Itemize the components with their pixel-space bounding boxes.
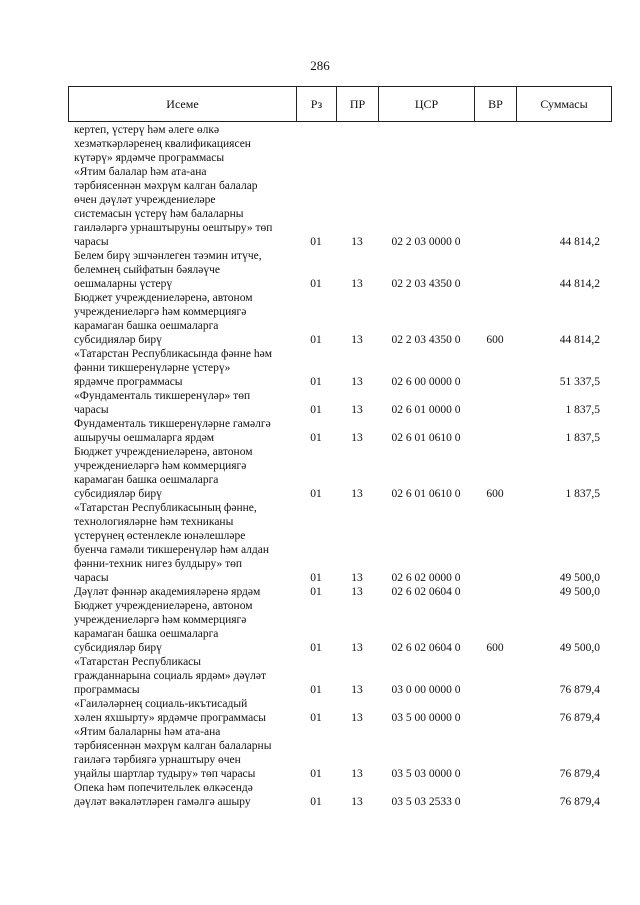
row-rz: 01 xyxy=(310,278,322,290)
row-name-line: Белем бирү эшчәнлеген тәэмин итүче, xyxy=(74,250,262,262)
row-rz: 01 xyxy=(310,642,322,654)
row-name-line: системасын үстерү һәм балаларны xyxy=(74,208,244,220)
row-name-line: учреждениеләргә һәм коммерциягә xyxy=(74,614,247,626)
page-number: 286 xyxy=(310,58,330,73)
row-rz: 01 xyxy=(310,376,322,388)
row-name-line: буенча гамәли тикшеренүләр һәм алдан xyxy=(74,544,270,556)
row-csr: 02 6 02 0604 0 xyxy=(391,642,461,654)
row-name xyxy=(68,599,296,655)
row-name-line: технологияләрне һәм техниканы xyxy=(74,516,234,528)
row-name-line: уңайлы шартлар тудыру» төп чарасы xyxy=(74,768,256,780)
row-name-line: Бюджет учреждениеләренә, автоном xyxy=(74,600,253,612)
row-name-line: дәүләт вәкаләтләрен гамәлгә ашыру xyxy=(74,796,251,808)
row-pr: 13 xyxy=(351,642,363,654)
row-sum: 51 337,5 xyxy=(559,376,600,388)
row-csr: 02 6 01 0610 0 xyxy=(391,432,461,444)
row-sum: 44 814,2 xyxy=(559,236,600,248)
table-row xyxy=(68,599,612,655)
table-row xyxy=(68,123,612,165)
row-name xyxy=(68,501,296,585)
row-vr: 600 xyxy=(486,642,504,654)
row-sum: 49 500,0 xyxy=(559,642,600,654)
row-sum: 44 814,2 xyxy=(559,334,600,346)
row-rz: 01 xyxy=(310,712,322,724)
row-name-line: «Фундаменталь тикшеренүләр» төп xyxy=(74,390,251,402)
row-name-line: хезмәткәрләренең квалификациясен xyxy=(74,138,251,150)
table-row xyxy=(68,725,612,781)
row-sum: 1 837,5 xyxy=(565,432,600,444)
row-sum: 44 814,2 xyxy=(559,278,600,290)
row-pr: 13 xyxy=(351,278,363,290)
row-name-line: хәлен яхшырту» ярдәмче программасы xyxy=(74,712,267,724)
row-name-line: тәрбиясеннән мәхрүм калган балалар xyxy=(74,180,258,192)
row-rz: 01 xyxy=(310,586,322,598)
row-name-line: «Ятим балаларны һәм ата-ана xyxy=(74,726,221,738)
row-csr: 02 6 01 0610 0 xyxy=(391,488,461,500)
row-name-line: Дәүләт фәннәр академияләренә ярдәм xyxy=(74,586,261,598)
row-name-line: учреждениеләргә һәм коммерциягә xyxy=(74,306,247,318)
row-sum: 49 500,0 xyxy=(559,572,600,584)
row-rz: 01 xyxy=(310,768,322,780)
table-row xyxy=(68,501,612,585)
row-csr: 02 6 02 0604 0 xyxy=(391,586,461,598)
row-name-line: Фундаменталь тикшеренүләрне гамәлгә xyxy=(74,418,271,430)
row-sum: 76 879,4 xyxy=(559,768,600,780)
row-csr: 03 5 00 0000 0 xyxy=(391,712,461,724)
header-name: Исеме xyxy=(69,87,297,121)
row-name-line: карамаган башка оешмаларга xyxy=(74,320,219,332)
row-name-line: Опека һәм попечительлек өлкәсендә xyxy=(74,782,253,794)
row-name-line: гражданнарына социаль ярдәм» дәүләт xyxy=(74,670,267,682)
row-name-line: чарасы xyxy=(74,236,109,248)
row-pr: 13 xyxy=(351,796,363,808)
row-csr: 02 2 03 0000 0 xyxy=(391,236,461,248)
row-name-line: ярдәмче программасы xyxy=(74,376,183,388)
row-rz: 01 xyxy=(310,572,322,584)
row-name xyxy=(68,389,296,417)
row-name-line: тәрбиясеннән мәхрүм калган балаларны xyxy=(74,740,272,752)
row-name-line: субсидияләр бирү xyxy=(74,488,162,500)
row-rz: 01 xyxy=(310,334,322,346)
row-sum: 1 837,5 xyxy=(565,404,600,416)
row-rz: 01 xyxy=(310,432,322,444)
header-csr: ЦСР xyxy=(379,87,475,121)
row-name-line: кертеп, үстерү һәм әлеге өлкә xyxy=(74,124,220,136)
row-name-line: белемнең сыйфатын бәяләүче xyxy=(74,264,220,276)
table-row xyxy=(68,291,612,347)
row-pr: 13 xyxy=(351,404,363,416)
row-pr: 13 xyxy=(351,488,363,500)
row-name xyxy=(68,697,296,725)
table-row xyxy=(68,781,612,809)
row-name-line: субсидияләр бирү xyxy=(74,334,162,346)
table-body xyxy=(68,123,612,809)
row-sum: 76 879,4 xyxy=(559,796,600,808)
header-sum: Суммасы xyxy=(540,96,588,111)
row-name xyxy=(68,781,296,809)
row-name-line: карамаган башка оешмаларга xyxy=(74,628,219,640)
row-pr: 13 xyxy=(351,712,363,724)
row-rz: 01 xyxy=(310,684,322,696)
row-rz: 01 xyxy=(310,796,322,808)
table-header xyxy=(68,86,612,122)
row-name-line: «Татарстан Республикасы xyxy=(74,656,202,668)
row-csr: 02 6 02 0000 0 xyxy=(391,572,461,584)
row-name xyxy=(68,347,296,389)
row-name xyxy=(68,165,296,249)
row-name-line: субсидияләр бирү xyxy=(74,642,162,654)
row-csr: 02 6 00 0000 0 xyxy=(391,376,461,388)
row-csr: 02 6 01 0000 0 xyxy=(391,404,461,416)
row-pr: 13 xyxy=(351,432,363,444)
row-name-line: ашыручы оешмаларга ярдәм xyxy=(74,432,215,444)
row-name-line: Бюджет учреждениеләренә, автоном xyxy=(74,292,253,304)
row-csr: 03 5 03 0000 0 xyxy=(391,768,461,780)
row-name xyxy=(68,445,296,501)
row-rz: 01 xyxy=(310,404,322,416)
table-row xyxy=(68,445,612,501)
row-vr: 600 xyxy=(486,488,504,500)
row-name-line: Бюджет учреждениеләренә, автоном xyxy=(74,446,253,458)
row-name xyxy=(68,585,296,599)
header-rz: Рз xyxy=(297,87,337,121)
header-vr: ВР xyxy=(475,87,517,121)
row-name-line: үстерүнең өстенлекле юнәлешләре xyxy=(74,530,246,542)
row-name-line: программасы xyxy=(74,684,140,696)
row-name-line: «Татарстан Республикасында фәнне һәм xyxy=(74,348,272,360)
row-rz: 01 xyxy=(310,488,322,500)
row-name-line: гаиләгә тәрбиягә урнаштыру өчен xyxy=(74,754,241,766)
row-name-line: карамаган башка оешмаларга xyxy=(74,474,219,486)
row-name-line: өчен дәүләт учреждениеләре xyxy=(74,194,216,206)
row-name-line: күтәрү» ярдәмче программасы xyxy=(74,152,225,164)
table-row xyxy=(68,655,612,697)
row-pr: 13 xyxy=(351,236,363,248)
row-name-line: «Татарстан Республикасының фәнне, xyxy=(74,502,257,514)
row-name-line: фәнни тикшеренүләрне үстерү» xyxy=(74,362,231,374)
table-row xyxy=(68,165,612,249)
row-name xyxy=(68,655,296,697)
row-rz: 01 xyxy=(310,236,322,248)
table-row xyxy=(68,697,612,725)
row-name-line: «Гаиләләрнең социаль-икътисадый xyxy=(74,698,248,710)
row-csr: 03 5 03 2533 0 xyxy=(391,796,461,808)
row-sum: 76 879,4 xyxy=(559,712,600,724)
row-sum: 49 500,0 xyxy=(559,586,600,598)
row-name xyxy=(68,249,296,291)
row-pr: 13 xyxy=(351,376,363,388)
row-name xyxy=(68,123,296,165)
header-pr: ПР xyxy=(337,87,379,121)
row-csr: 02 2 03 4350 0 xyxy=(391,334,461,346)
row-sum: 1 837,5 xyxy=(565,488,600,500)
row-pr: 13 xyxy=(351,684,363,696)
row-name-line: «Ятим балалар һәм ата-ана xyxy=(74,166,207,178)
row-name-line: чарасы xyxy=(74,404,109,416)
row-name-line: чарасы xyxy=(74,572,109,584)
table-row xyxy=(68,347,612,389)
row-pr: 13 xyxy=(351,572,363,584)
table-row xyxy=(68,417,612,445)
row-name-line: гаиләләргә урнаштыруны оештыру» төп xyxy=(74,222,273,234)
row-pr: 13 xyxy=(351,586,363,598)
row-vr: 600 xyxy=(486,334,504,346)
row-pr: 13 xyxy=(351,768,363,780)
row-sum: 76 879,4 xyxy=(559,684,600,696)
row-csr: 03 0 00 0000 0 xyxy=(391,684,461,696)
row-name-line: учреждениеләргә һәм коммерциягә xyxy=(74,460,247,472)
row-name xyxy=(68,291,296,347)
table-row xyxy=(68,249,612,291)
row-name xyxy=(68,417,296,445)
table-row xyxy=(68,389,612,417)
row-name-line: фәнни-техник нигез булдыру» төп xyxy=(74,558,243,570)
table-row xyxy=(68,585,612,599)
row-csr: 02 2 03 4350 0 xyxy=(391,278,461,290)
row-name-line: оешмаларны үстерү xyxy=(74,278,173,290)
row-name xyxy=(68,725,296,781)
row-pr: 13 xyxy=(351,334,363,346)
